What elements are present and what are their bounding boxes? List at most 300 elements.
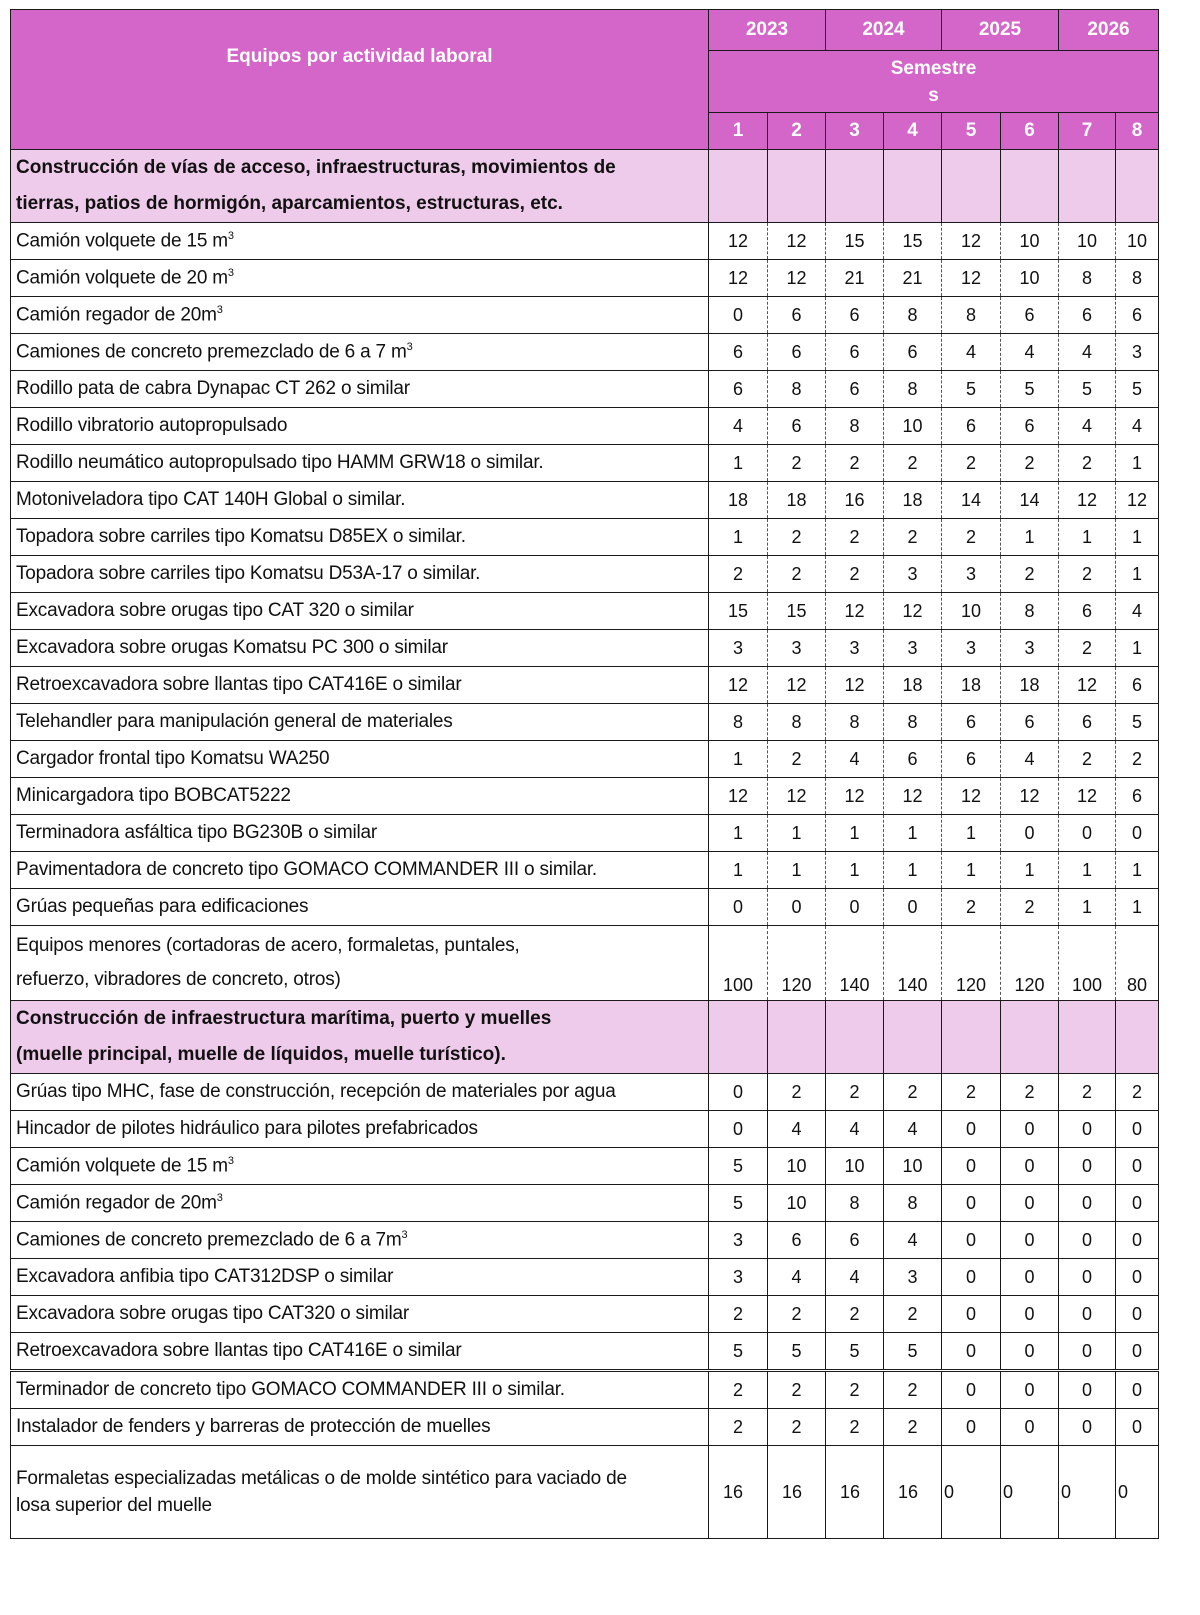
semester-value: 2 <box>884 445 942 482</box>
equipment-name <box>11 260 709 297</box>
semesters-header <box>709 51 1159 113</box>
equipment-name <box>11 408 709 445</box>
semester-value: 5 <box>884 1333 942 1371</box>
equipment-name <box>11 1446 709 1539</box>
semester-value: 2 <box>1001 556 1059 593</box>
section-title-line: (muelle principal, muelle de líquidos, muelle turístico). <box>16 1044 506 1065</box>
semester-value: 3 <box>709 1222 768 1259</box>
semester-value: 12 <box>768 260 826 297</box>
equipment-name-text: Camión volquete de 15 m <box>16 230 228 252</box>
semester-value: 2 <box>884 1074 942 1111</box>
equipment-name-text: Topadora sobre carriles tipo Komatsu D53A-17 o similar. <box>16 563 481 584</box>
semester-value: 1 <box>1059 889 1116 926</box>
semester-value: 18 <box>768 482 826 519</box>
semester-value: 2 <box>1116 1074 1159 1111</box>
semester-value: 4 <box>826 1111 884 1148</box>
semester-value: 10 <box>768 1148 826 1185</box>
semester-value: 0 <box>1001 1446 1059 1539</box>
semester-value: 1 <box>709 445 768 482</box>
semester-value: 2 <box>709 1296 768 1333</box>
semester-value: 2 <box>709 1409 768 1446</box>
equipment-name <box>11 1296 709 1333</box>
semester-value: 2 <box>884 1409 942 1446</box>
table-row <box>11 741 1159 778</box>
semester-value: 12 <box>1059 667 1116 704</box>
semester-value: 8 <box>1116 260 1159 297</box>
semester-value: 2 <box>1059 445 1116 482</box>
semester-value: 6 <box>942 408 1001 445</box>
section-title <box>11 150 709 223</box>
table-row <box>11 815 1159 852</box>
equipment-name-text: Motoniveladora tipo CAT 140H Global o similar. <box>16 489 406 510</box>
equipment-name <box>11 704 709 741</box>
semester-value: 2 <box>826 1409 884 1446</box>
semester-value: 2 <box>884 1296 942 1333</box>
semester-value: 12 <box>768 778 826 815</box>
equipment-name-line: Equipos menores (cortadoras de acero, formaletas, puntales, <box>16 935 520 956</box>
semester-value: 4 <box>884 1111 942 1148</box>
semester-value: 0 <box>1116 1409 1159 1446</box>
semester-value: 18 <box>884 482 942 519</box>
table-row <box>11 334 1159 371</box>
semester-value: 12 <box>1059 482 1116 519</box>
semester-value: 1 <box>709 519 768 556</box>
semester-value: 4 <box>942 334 1001 371</box>
section-empty-cell <box>709 1001 768 1074</box>
semester-value: 5 <box>1116 704 1159 741</box>
semester-value: 4 <box>1001 334 1059 371</box>
semester-value: 5 <box>1001 371 1059 408</box>
equipment-name-text: Camiones de concreto premezclado de 6 a 7m <box>16 1229 402 1251</box>
semester-value: 0 <box>942 1111 1001 1148</box>
section-empty-cell <box>709 150 768 223</box>
equipment-name-text: Terminador de concreto tipo GOMACO COMMANDER III o similar. <box>16 1379 565 1400</box>
semester-value: 0 <box>1116 1111 1159 1148</box>
semester-value: 3 <box>884 556 942 593</box>
table-row <box>11 482 1159 519</box>
equipment-name-text: Instalador de fenders y barreras de protección de muelles <box>16 1416 491 1437</box>
semester-value: 0 <box>1001 1333 1059 1371</box>
semester-value: 8 <box>884 371 942 408</box>
semester-value: 2 <box>942 445 1001 482</box>
equipment-name-text: Excavadora sobre orugas tipo CAT320 o similar <box>16 1303 410 1324</box>
equipment-name <box>11 741 709 778</box>
semester-value: 6 <box>826 334 884 371</box>
section-empty-cell <box>768 1001 826 1074</box>
semester-value: 0 <box>1116 1446 1159 1539</box>
semester-value: 1 <box>1116 889 1159 926</box>
semester-value: 10 <box>826 1148 884 1185</box>
semester-value: 4 <box>826 741 884 778</box>
section-empty-cell <box>884 1001 942 1074</box>
unit-exponent: 3 <box>216 303 223 316</box>
year-header: 2023 <box>709 10 826 51</box>
semester-value: 1 <box>709 741 768 778</box>
semester-value: 1 <box>768 815 826 852</box>
equipment-name-text: Retroexcavadora sobre llantas tipo CAT416E o similar <box>16 674 462 695</box>
table-row <box>11 630 1159 667</box>
semester-value: 4 <box>1059 408 1116 445</box>
semester-value: 5 <box>709 1148 768 1185</box>
equipment-name-line: refuerzo, vibradores de concreto, otros) <box>16 969 341 990</box>
equipment-name <box>11 926 709 1001</box>
table-row <box>11 260 1159 297</box>
unit-exponent: 3 <box>227 266 234 279</box>
semester-value: 12 <box>884 593 942 630</box>
semester-value: 12 <box>826 667 884 704</box>
table-row <box>11 889 1159 926</box>
equipment-name-text: Terminadora asfáltica tipo BG230B o similar <box>16 822 378 843</box>
semester-value: 0 <box>1059 1371 1116 1409</box>
semester-value: 0 <box>1001 1222 1059 1259</box>
semester-value: 8 <box>768 371 826 408</box>
semester-value: 6 <box>1059 704 1116 741</box>
semester-value: 3 <box>942 630 1001 667</box>
semester-value: 16 <box>826 482 884 519</box>
semester-value: 12 <box>1116 482 1159 519</box>
equipment-name <box>11 889 709 926</box>
semester-value: 6 <box>826 297 884 334</box>
semester-value: 0 <box>1059 1296 1116 1333</box>
semester-value: 5 <box>709 1333 768 1371</box>
semester-value: 0 <box>1116 1333 1159 1371</box>
semester-value: 140 <box>884 926 942 1001</box>
semester-value: 12 <box>768 667 826 704</box>
semester-value: 0 <box>1059 1446 1116 1539</box>
table-row <box>11 408 1159 445</box>
table-row <box>11 1371 1159 1409</box>
semester-value: 4 <box>1001 741 1059 778</box>
section-title-line: tierras, patios de hormigón, aparcamientos, estructuras, etc. <box>16 193 563 214</box>
semester-value: 1 <box>826 852 884 889</box>
semester-value: 1 <box>1116 519 1159 556</box>
semester-value: 5 <box>942 371 1001 408</box>
semester-value: 2 <box>1059 630 1116 667</box>
section-title-line: Construcción de infraestructura marítima, puerto y muelles <box>16 1008 552 1029</box>
semester-value: 2 <box>768 519 826 556</box>
semester-value: 18 <box>709 482 768 519</box>
equipment-name <box>11 630 709 667</box>
semester-value: 0 <box>942 1185 1001 1222</box>
equipment-name-text: Grúas tipo MHC, fase de construcción, recepción de materiales por agua <box>16 1081 616 1102</box>
semester-value: 2 <box>826 1074 884 1111</box>
semester-value: 0 <box>1116 1259 1159 1296</box>
semester-value: 6 <box>942 704 1001 741</box>
semester-value: 3 <box>826 630 884 667</box>
equipment-name <box>11 1371 709 1409</box>
semester-number: 8 <box>1116 113 1159 150</box>
semester-value: 2 <box>768 556 826 593</box>
semester-value: 80 <box>1116 926 1159 1001</box>
semester-value: 0 <box>942 1333 1001 1371</box>
semester-value: 1 <box>884 852 942 889</box>
semester-value: 0 <box>1059 1333 1116 1371</box>
semester-value: 6 <box>884 334 942 371</box>
semester-value: 6 <box>1116 778 1159 815</box>
equipment-name-text: Rodillo pata de cabra Dynapac CT 262 o similar <box>16 378 410 399</box>
semester-value: 3 <box>1001 630 1059 667</box>
semester-value: 1 <box>1059 519 1116 556</box>
semester-number: 1 <box>709 113 768 150</box>
semester-value: 21 <box>884 260 942 297</box>
semester-value: 0 <box>1059 815 1116 852</box>
semester-value: 2 <box>826 519 884 556</box>
table-row <box>11 704 1159 741</box>
semesters-label-wrap: s <box>928 84 939 106</box>
semester-value: 6 <box>768 1222 826 1259</box>
semester-value: 2 <box>826 445 884 482</box>
semester-value: 0 <box>1116 1296 1159 1333</box>
semester-value: 0 <box>1116 1371 1159 1409</box>
semester-value: 3 <box>884 630 942 667</box>
semester-value: 0 <box>1001 1111 1059 1148</box>
section-empty-cell <box>1059 1001 1116 1074</box>
semester-value: 0 <box>709 889 768 926</box>
semester-number: 5 <box>942 113 1001 150</box>
semester-value: 2 <box>709 1371 768 1409</box>
semester-value: 4 <box>884 1222 942 1259</box>
semester-value: 12 <box>1059 778 1116 815</box>
section-empty-cell <box>1001 1001 1059 1074</box>
table-row <box>11 926 1159 1001</box>
semester-value: 8 <box>884 704 942 741</box>
semester-value: 4 <box>709 408 768 445</box>
semester-value: 12 <box>942 778 1001 815</box>
semester-value: 2 <box>1059 1074 1116 1111</box>
semester-value: 0 <box>1001 1148 1059 1185</box>
equipment-name-text: Camión regador de 20m <box>16 1192 217 1214</box>
semester-value: 6 <box>768 408 826 445</box>
semester-value: 0 <box>1001 1371 1059 1409</box>
equipment-name-line: Formaletas especializadas metálicas o de molde sintético para vaciado de <box>16 1468 627 1489</box>
section-title-line: Construcción de vías de acceso, infraestructuras, movimientos de <box>16 157 616 178</box>
equipment-name <box>11 815 709 852</box>
equipment-name <box>11 519 709 556</box>
semester-value: 3 <box>884 1259 942 1296</box>
semester-value: 15 <box>884 223 942 260</box>
equipment-name-text: Cargador frontal tipo Komatsu WA250 <box>16 748 330 769</box>
semester-value: 0 <box>1059 1111 1116 1148</box>
semester-value: 18 <box>1001 667 1059 704</box>
semester-value: 120 <box>942 926 1001 1001</box>
semester-value: 5 <box>826 1333 884 1371</box>
semester-value: 0 <box>942 1148 1001 1185</box>
semester-value: 6 <box>826 1222 884 1259</box>
semester-value: 0 <box>1001 1296 1059 1333</box>
semester-value: 100 <box>709 926 768 1001</box>
semester-value: 6 <box>768 334 826 371</box>
semester-value: 0 <box>826 889 884 926</box>
equipment-name <box>11 334 709 371</box>
year-header: 2024 <box>826 10 942 51</box>
unit-exponent: 3 <box>401 1228 408 1241</box>
semester-value: 2 <box>768 741 826 778</box>
semester-value: 0 <box>1116 815 1159 852</box>
table-row <box>11 556 1159 593</box>
semester-value: 12 <box>826 778 884 815</box>
section-empty-cell <box>942 150 1001 223</box>
table-row <box>11 223 1159 260</box>
semester-value: 2 <box>826 1371 884 1409</box>
table-row <box>11 852 1159 889</box>
semester-value: 1 <box>1116 445 1159 482</box>
semester-value: 0 <box>942 1296 1001 1333</box>
equipment-name <box>11 1185 709 1222</box>
semester-value: 0 <box>709 1111 768 1148</box>
semester-value: 1 <box>709 815 768 852</box>
semester-value: 5 <box>709 1185 768 1222</box>
semester-value: 120 <box>768 926 826 1001</box>
semester-value: 8 <box>1001 593 1059 630</box>
table-row <box>11 1074 1159 1111</box>
table-row <box>11 1111 1159 1148</box>
equipment-name <box>11 667 709 704</box>
semester-value: 6 <box>709 371 768 408</box>
semester-value: 0 <box>709 1074 768 1111</box>
equipment-name-text: Grúas pequeñas para edificaciones <box>16 896 309 917</box>
table-row <box>11 1185 1159 1222</box>
semester-value: 10 <box>1059 223 1116 260</box>
semester-value: 12 <box>942 260 1001 297</box>
table-row <box>11 593 1159 630</box>
semester-value: 2 <box>826 1296 884 1333</box>
equipment-name-text: Excavadora anfibia tipo CAT312DSP o similar <box>16 1266 394 1287</box>
semester-value: 0 <box>1116 1148 1159 1185</box>
semester-value: 1 <box>1001 852 1059 889</box>
semester-value: 6 <box>942 741 1001 778</box>
section-empty-cell <box>768 150 826 223</box>
semester-value: 2 <box>1116 741 1159 778</box>
equipment-name <box>11 1074 709 1111</box>
table-row <box>11 1148 1159 1185</box>
unit-exponent: 3 <box>227 229 234 242</box>
semester-value: 2 <box>768 1409 826 1446</box>
semester-number: 6 <box>1001 113 1059 150</box>
semester-value: 4 <box>826 1259 884 1296</box>
equipment-name <box>11 778 709 815</box>
semester-value: 4 <box>1059 334 1116 371</box>
equipment-name <box>11 1222 709 1259</box>
table-row <box>11 667 1159 704</box>
semester-value: 10 <box>768 1185 826 1222</box>
unit-exponent: 3 <box>216 1191 223 1204</box>
equipment-name-text: Camión volquete de 15 m <box>16 1155 228 1177</box>
semester-value: 8 <box>826 1185 884 1222</box>
semester-value: 0 <box>884 889 942 926</box>
equipment-name <box>11 1148 709 1185</box>
semester-value: 3 <box>942 556 1001 593</box>
semester-value: 2 <box>826 556 884 593</box>
semester-value: 10 <box>1001 260 1059 297</box>
semester-value: 2 <box>942 1074 1001 1111</box>
semester-value: 12 <box>709 223 768 260</box>
semester-value: 0 <box>1059 1185 1116 1222</box>
semester-value: 2 <box>768 1371 826 1409</box>
semester-value: 1 <box>1116 630 1159 667</box>
semester-value: 0 <box>942 1259 1001 1296</box>
section-empty-cell <box>1059 150 1116 223</box>
equipment-name <box>11 1259 709 1296</box>
equipment-table <box>10 9 1159 1539</box>
semester-value: 0 <box>1059 1409 1116 1446</box>
equipment-name-text: Camión regador de 20m <box>16 304 217 326</box>
equipment-name-text: Rodillo vibratorio autopropulsado <box>16 415 288 436</box>
semester-number: 3 <box>826 113 884 150</box>
semester-number: 7 <box>1059 113 1116 150</box>
equipment-name-text: Camiones de concreto premezclado de 6 a 7 m <box>16 341 407 363</box>
semester-value: 2 <box>884 1371 942 1409</box>
unit-exponent: 3 <box>227 1154 234 1167</box>
section-empty-cell <box>884 150 942 223</box>
semester-value: 8 <box>709 704 768 741</box>
semester-value: 3 <box>709 630 768 667</box>
section-header-row <box>11 1001 1159 1074</box>
year-header: 2026 <box>1059 10 1159 51</box>
equipment-name <box>11 852 709 889</box>
semester-value: 1 <box>1001 519 1059 556</box>
semester-value: 2 <box>884 519 942 556</box>
semester-value: 2 <box>1001 445 1059 482</box>
semester-value: 6 <box>1116 297 1159 334</box>
semester-value: 6 <box>1116 667 1159 704</box>
semester-value: 2 <box>942 519 1001 556</box>
semester-value: 12 <box>826 593 884 630</box>
semester-value: 1 <box>768 852 826 889</box>
semester-value: 3 <box>1116 334 1159 371</box>
semester-value: 140 <box>826 926 884 1001</box>
semester-value: 12 <box>1001 778 1059 815</box>
semester-value: 3 <box>709 1259 768 1296</box>
semester-value: 8 <box>1059 260 1116 297</box>
table-title: Equipos por actividad laboral <box>11 10 709 150</box>
semester-value: 3 <box>768 630 826 667</box>
semester-value: 6 <box>1059 297 1116 334</box>
equipment-name-text: Rodillo neumático autopropulsado tipo HAMM GRW18 o similar. <box>16 452 544 473</box>
semester-value: 120 <box>1001 926 1059 1001</box>
table-row <box>11 1333 1159 1371</box>
semester-value: 6 <box>768 297 826 334</box>
semester-value: 1 <box>884 815 942 852</box>
table-row <box>11 1259 1159 1296</box>
semester-value: 0 <box>1116 1222 1159 1259</box>
semester-value: 8 <box>826 704 884 741</box>
equipment-name <box>11 593 709 630</box>
semester-value: 16 <box>709 1446 768 1539</box>
table-row <box>11 1222 1159 1259</box>
section-title <box>11 1001 709 1074</box>
equipment-name-text: Hincador de pilotes hidráulico para pilotes prefabricados <box>16 1118 478 1139</box>
semester-value: 12 <box>768 223 826 260</box>
equipment-name <box>11 223 709 260</box>
semester-value: 2 <box>768 445 826 482</box>
equipment-name <box>11 371 709 408</box>
section-empty-cell <box>826 150 884 223</box>
semester-value: 2 <box>709 556 768 593</box>
semester-value: 14 <box>942 482 1001 519</box>
semester-value: 8 <box>942 297 1001 334</box>
semester-value: 10 <box>1116 223 1159 260</box>
semester-value: 2 <box>768 1074 826 1111</box>
semester-value: 2 <box>1001 1074 1059 1111</box>
semester-number: 4 <box>884 113 942 150</box>
semester-value: 21 <box>826 260 884 297</box>
semester-value: 15 <box>826 223 884 260</box>
semester-value: 1 <box>1059 852 1116 889</box>
semester-value: 6 <box>709 334 768 371</box>
semester-value: 0 <box>1001 1185 1059 1222</box>
semester-value: 6 <box>884 741 942 778</box>
equipment-name-text: Pavimentadora de concreto tipo GOMACO COMMANDER III o similar. <box>16 859 598 880</box>
